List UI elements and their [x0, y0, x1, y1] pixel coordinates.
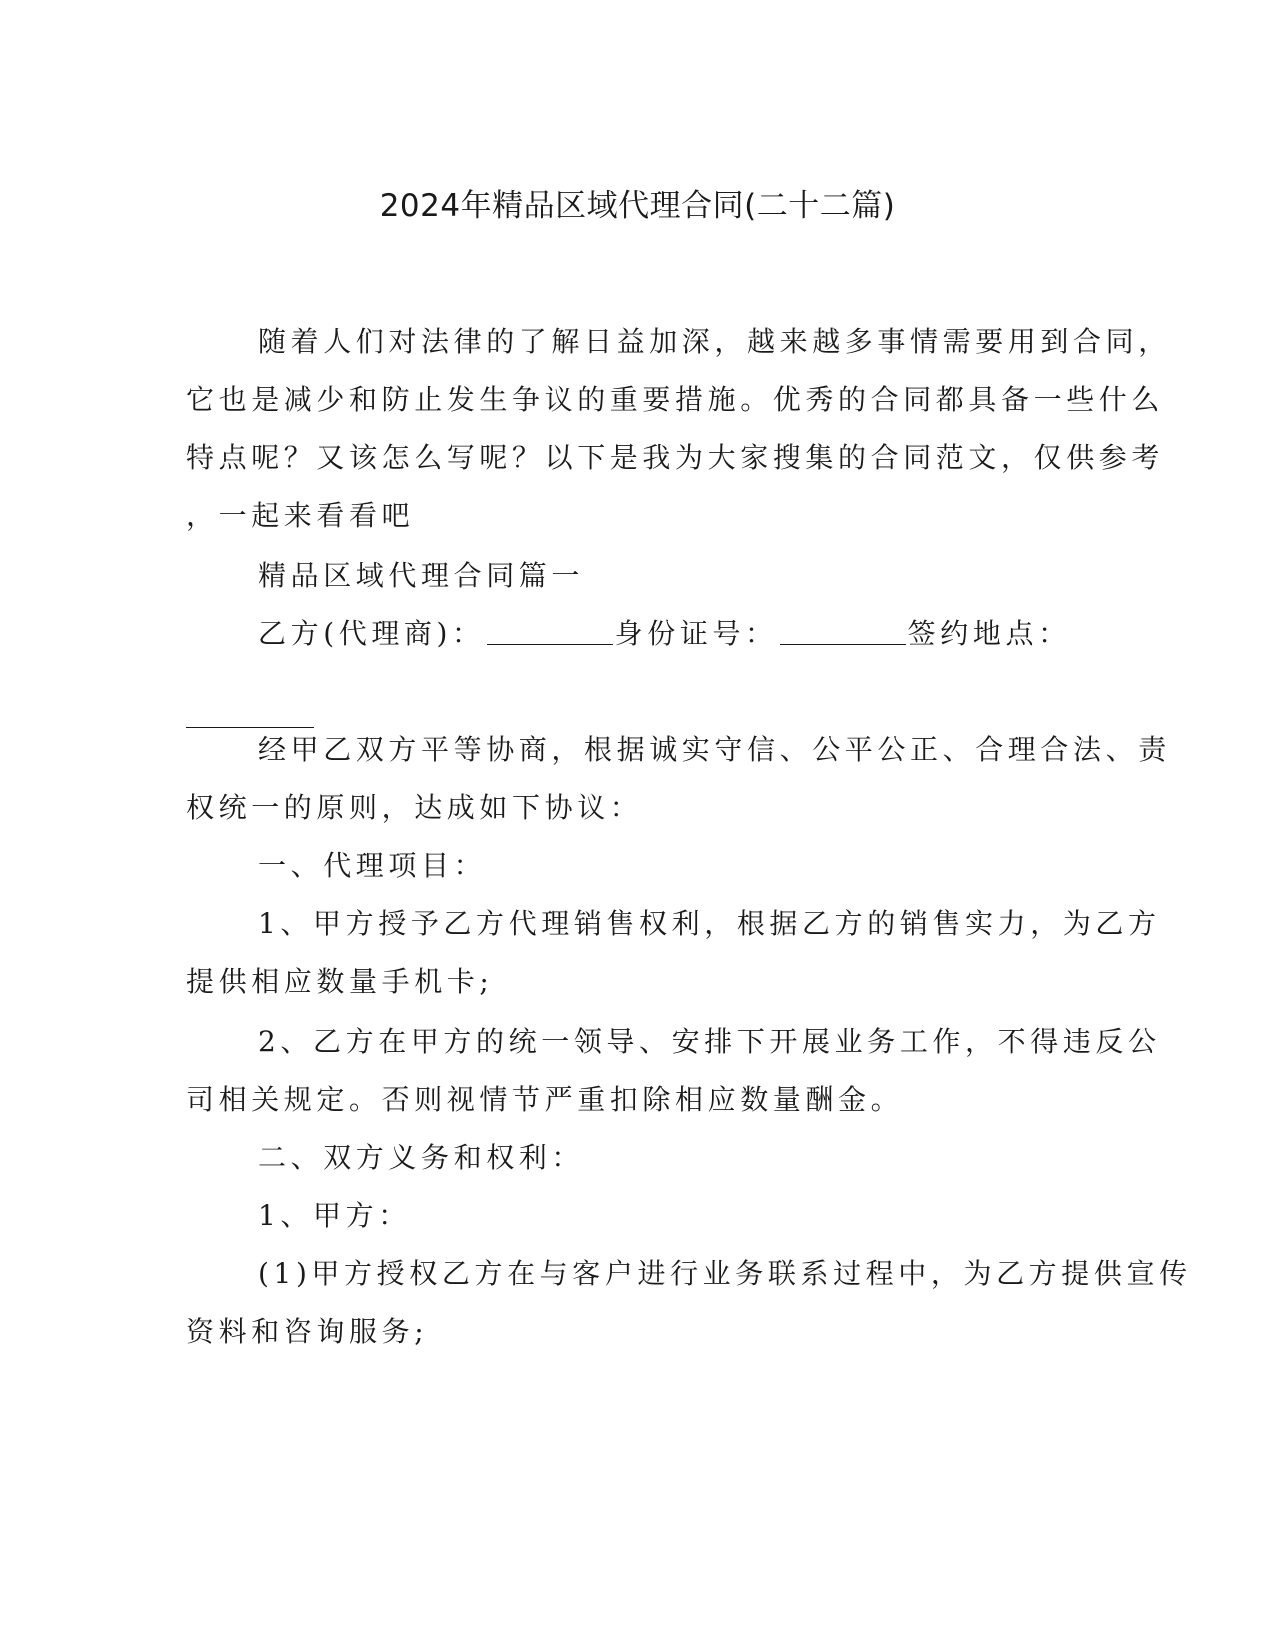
agreement-line-1: 经甲乙双方平等协商，根据诚实守信、公平公正、合理合法、责 [258, 733, 1171, 766]
item1-1-line-2: 提供相应数量手机卡; [186, 965, 494, 998]
item2-heading: 二、双方义务和权利： [258, 1141, 585, 1174]
agreement-line-2: 权统一的原则，达成如下协议： [186, 791, 643, 824]
intro-line-2: 它也是减少和防止发生争议的重要措施。优秀的合同都具备一些什么 [186, 383, 1165, 416]
agent-label: 乙方(代理商)： [258, 617, 485, 650]
section-heading: 精品区域代理合同篇一 [258, 559, 585, 592]
agent-name-blank [487, 614, 613, 645]
intro-line-4: ，一起来看看吧 [186, 499, 415, 532]
document-title: 2024年精品区域代理合同(二十二篇) [379, 188, 896, 224]
id-number-blank [780, 614, 906, 645]
item1-1-line-1: 1、甲方授予乙方代理销售权利，根据乙方的销售实力，为乙方 [258, 907, 1161, 940]
signing-place-blank [186, 727, 314, 728]
item1-heading: 一、代理项目： [258, 849, 487, 882]
item2-1-1-line-2: 资料和咨询服务; [186, 1315, 429, 1348]
item2-1-heading: 1、甲方： [258, 1199, 411, 1232]
intro-line-3: 特点呢？又该怎么写呢？以下是我为大家搜集的合同范文，仅供参考 [186, 441, 1165, 474]
intro-line-1: 随着人们对法律的了解日益加深，越来越多事情需要用到合同， [258, 325, 1171, 358]
id-number-label: 身份证号： [614, 617, 778, 650]
signing-place-label: 签约地点： [907, 617, 1071, 650]
item1-2-line-1: 2、乙方在甲方的统一领导、安排下开展业务工作，不得违反公 [258, 1025, 1161, 1058]
item2-1-1-line-1: (1)甲方授权乙方在与客户进行业务联系过程中，为乙方提供宣传 [258, 1257, 1192, 1290]
item1-2-line-2: 司相关规定。否则视情节严重扣除相应数量酬金。 [186, 1083, 904, 1116]
party-info-line [258, 614, 1071, 654]
